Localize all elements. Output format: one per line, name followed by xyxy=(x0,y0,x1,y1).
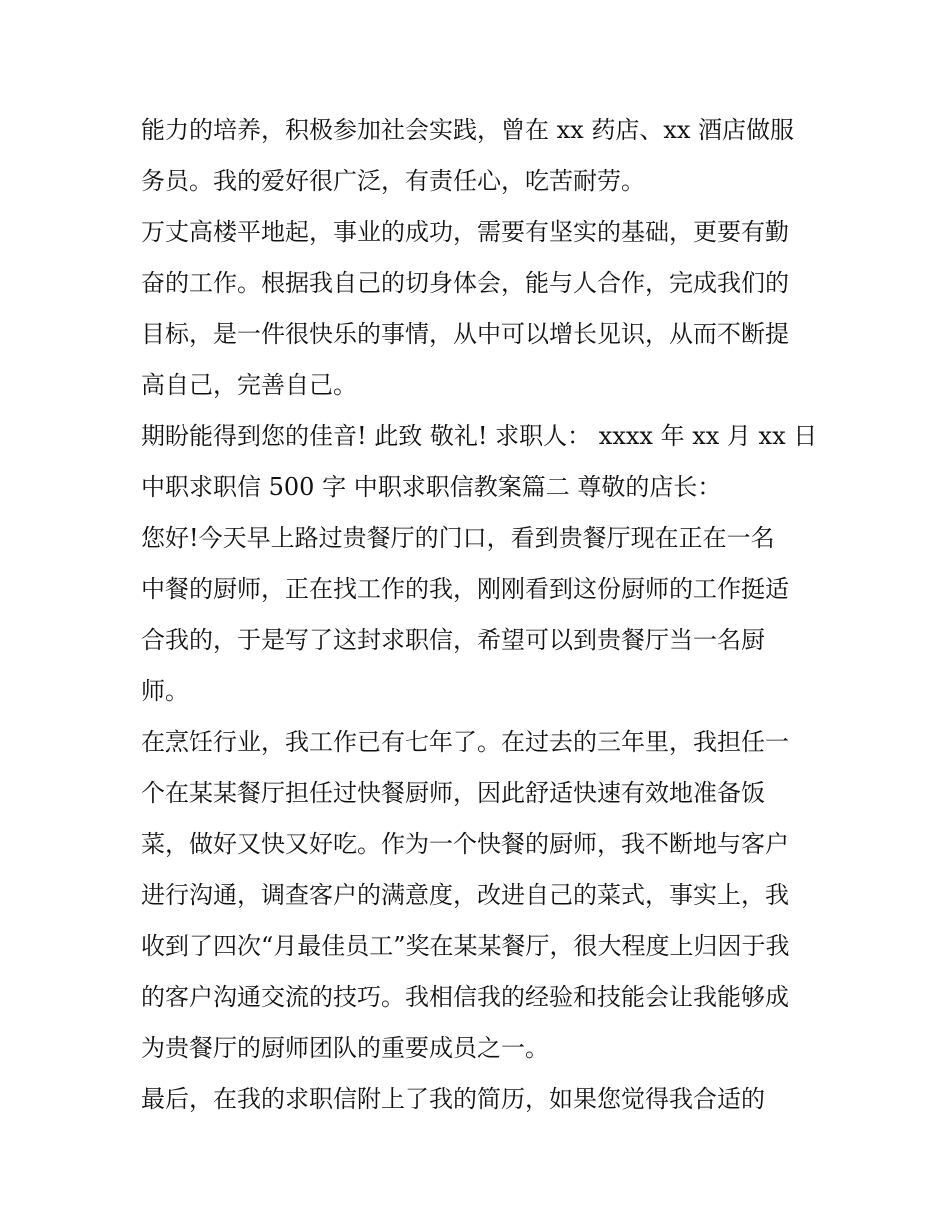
text-line: 高自己，完善自己。 xyxy=(141,371,357,399)
text-line: 您好!今天早上路过贵餐厅的门口，看到贵餐厅现在正在一名 xyxy=(141,524,775,552)
text-line: 个在某某餐厅担任过快餐厨师，因此舒适快速有效地准备饭 xyxy=(141,779,765,807)
text-line: 奋的工作。根据我自己的切身体会，能与人合作，完成我们的 xyxy=(141,269,789,297)
text-line: 万丈高楼平地起，事业的成功，需要有坚实的基础，更要有勤 xyxy=(141,218,789,246)
text-line: 在烹饪行业，我工作已有七年了。在过去的三年里，我担任一 xyxy=(141,728,789,756)
text-line: 期盼能得到您的佳音! 此致 敬礼! 求职人： xxxx 年 xx 月 xx 日 xyxy=(141,422,818,450)
text-line: 进行沟通，调查客户的满意度，改进自己的菜式，事实上，我 xyxy=(141,881,789,909)
text-line: 师。 xyxy=(141,677,189,705)
text-line: 中餐的厨师，正在找工作的我，刚刚看到这份厨师的工作挺适 xyxy=(141,575,789,603)
text-line: 中职求职信 500 字 中职求职信教案篇二 尊敬的店长： xyxy=(141,473,722,501)
text-line: 目标，是一件很快乐的事情，从中可以增长见识，从而不断提 xyxy=(141,320,789,348)
text-line: 菜，做好又快又好吃。作为一个快餐的厨师，我不断地与客户 xyxy=(141,830,789,858)
text-line: 收到了四次“月最佳员工”奖在某某餐厅，很大程度上归因于我 xyxy=(141,932,790,960)
text-line: 为贵餐厅的厨师团队的重要成员之一。 xyxy=(141,1034,549,1062)
text-line: 能力的培养，积极参加社会实践，曾在 xx 药店、xx 酒店做服 xyxy=(141,116,795,144)
text-line: 合我的，于是写了这封求职信，希望可以到贵餐厅当一名厨 xyxy=(141,626,765,654)
text-line: 的客户沟通交流的技巧。我相信我的经验和技能会让我能够成 xyxy=(141,983,789,1011)
letter-body xyxy=(141,105,821,1125)
text-line: 最后，在我的求职信附上了我的简历，如果您觉得我合适的 xyxy=(141,1085,765,1113)
text-line: 务员。我的爱好很广泛，有责任心，吃苦耐劳。 xyxy=(141,167,645,195)
